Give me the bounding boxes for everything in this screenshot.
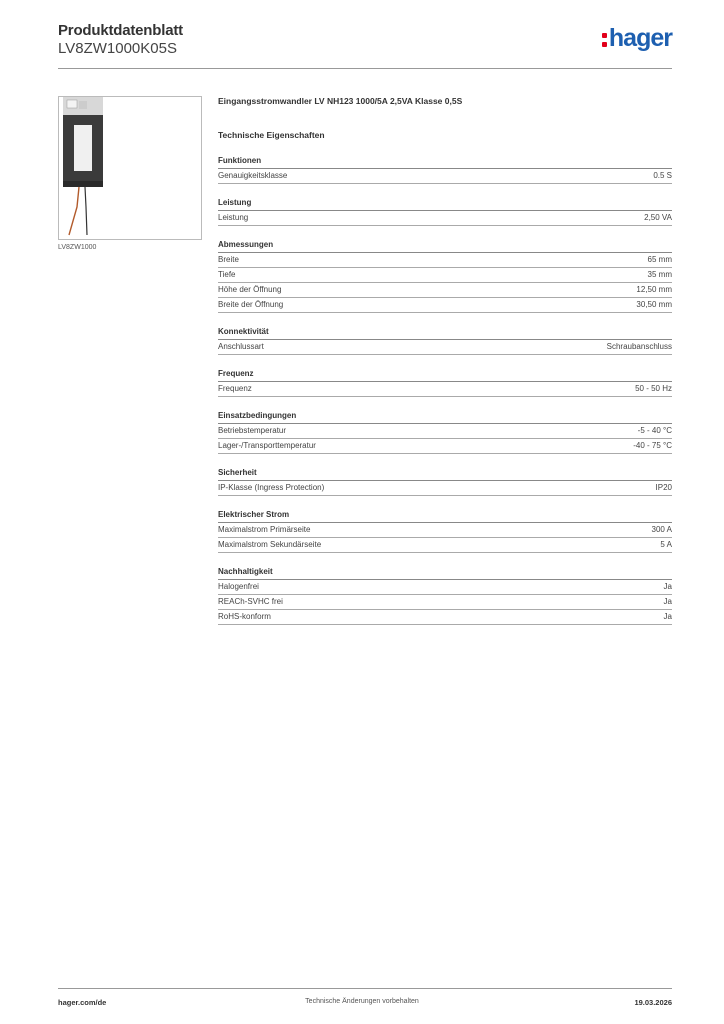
- section-title: Frequenz: [218, 368, 672, 382]
- spec-label: Frequenz: [218, 384, 252, 393]
- spec-value: Ja: [663, 597, 672, 606]
- spec-value: Ja: [663, 582, 672, 591]
- section-title: Nachhaltigkeit: [218, 566, 672, 580]
- spec-row: [218, 595, 672, 610]
- spec-section: [218, 326, 672, 355]
- section-title: Abmessungen: [218, 239, 672, 253]
- spec-label: REACh-SVHC frei: [218, 597, 283, 606]
- current-transformer-icon: [59, 97, 201, 239]
- spec-section: [218, 239, 672, 313]
- spec-label: Anschlussart: [218, 342, 264, 351]
- footer-disclaimer: Technische Änderungen vorbehalten: [305, 998, 419, 1005]
- spec-row: [218, 439, 672, 454]
- spec-label: Betriebstemperatur: [218, 426, 287, 435]
- product-title: Eingangsstromwandler LV NH123 1000/5A 2,5VA Klasse 0,5S: [218, 96, 463, 106]
- spec-row: [218, 538, 672, 553]
- image-caption: LV8ZW1000: [58, 244, 97, 251]
- spec-value: 0.5 S: [653, 171, 672, 180]
- spec-row: [218, 481, 672, 496]
- spec-label: Genauigkeitsklasse: [218, 171, 288, 180]
- spec-label: Breite: [218, 255, 239, 264]
- spec-label: RoHS-konform: [218, 612, 271, 621]
- spec-row: [218, 268, 672, 283]
- spec-label: Höhe der Öffnung: [218, 285, 282, 294]
- section-title: Elektrischer Strom: [218, 509, 672, 523]
- spec-value: 2,50 VA: [644, 213, 672, 222]
- spec-row: [218, 340, 672, 355]
- spec-value: 50 - 50 Hz: [635, 384, 672, 393]
- page-title: Produktdatenblatt: [58, 22, 183, 39]
- spec-row: [218, 580, 672, 595]
- spec-label: Tiefe: [218, 270, 236, 279]
- section-title: Leistung: [218, 197, 672, 211]
- footer-date: 19.03.2026: [634, 998, 672, 1007]
- tech-heading: Technische Eigenschaften: [218, 130, 325, 140]
- spec-section: [218, 467, 672, 496]
- footer-divider: [58, 988, 672, 989]
- spec-row: [218, 610, 672, 625]
- spec-label: IP-Klasse (Ingress Protection): [218, 483, 325, 492]
- spec-section: [218, 368, 672, 397]
- spec-value: 30,50 mm: [636, 300, 672, 309]
- spec-section: [218, 509, 672, 553]
- spec-row: [218, 382, 672, 397]
- spec-label: Maximalstrom Sekundärseite: [218, 540, 322, 549]
- spec-label: Breite der Öffnung: [218, 300, 284, 309]
- spec-row: [218, 523, 672, 538]
- product-image: [58, 96, 202, 240]
- spec-value: 300 A: [651, 525, 672, 534]
- header-divider: [58, 68, 672, 69]
- spec-row: [218, 211, 672, 226]
- hager-logo: [602, 24, 672, 53]
- spec-sections: [218, 155, 672, 625]
- spec-row: [218, 169, 672, 184]
- spec-row: [218, 283, 672, 298]
- spec-row: [218, 424, 672, 439]
- spec-label: Leistung: [218, 213, 249, 222]
- section-title: Einsatzbedingungen: [218, 410, 672, 424]
- spec-value: 35 mm: [647, 270, 672, 279]
- spec-label: Lager-/Transporttemperatur: [218, 441, 316, 450]
- spec-row: [218, 298, 672, 313]
- spec-content: [218, 96, 672, 625]
- spec-value: 12,50 mm: [636, 285, 672, 294]
- spec-section: [218, 155, 672, 184]
- spec-value: Ja: [663, 612, 672, 621]
- spec-value: Schraubanschluss: [606, 342, 672, 351]
- spec-value: 5 A: [660, 540, 672, 549]
- spec-value: -40 - 75 °C: [633, 441, 672, 450]
- spec-value: 65 mm: [647, 255, 672, 264]
- logo-text: hager: [608, 24, 672, 52]
- spec-label: Halogenfrei: [218, 582, 259, 591]
- spec-section: [218, 197, 672, 226]
- spec-row: [218, 253, 672, 268]
- spec-section: [218, 566, 672, 625]
- footer-website: hager.com/de: [58, 998, 107, 1007]
- section-title: Konnektivität: [218, 326, 672, 340]
- section-title: Sicherheit: [218, 467, 672, 481]
- logo-dots-icon: [602, 31, 607, 48]
- product-code: LV8ZW1000K05S: [58, 40, 177, 57]
- spec-label: Maximalstrom Primärseite: [218, 525, 311, 534]
- spec-section: [218, 410, 672, 454]
- spec-value: -5 - 40 °C: [637, 426, 672, 435]
- section-title: Funktionen: [218, 155, 672, 169]
- spec-value: IP20: [655, 483, 672, 492]
